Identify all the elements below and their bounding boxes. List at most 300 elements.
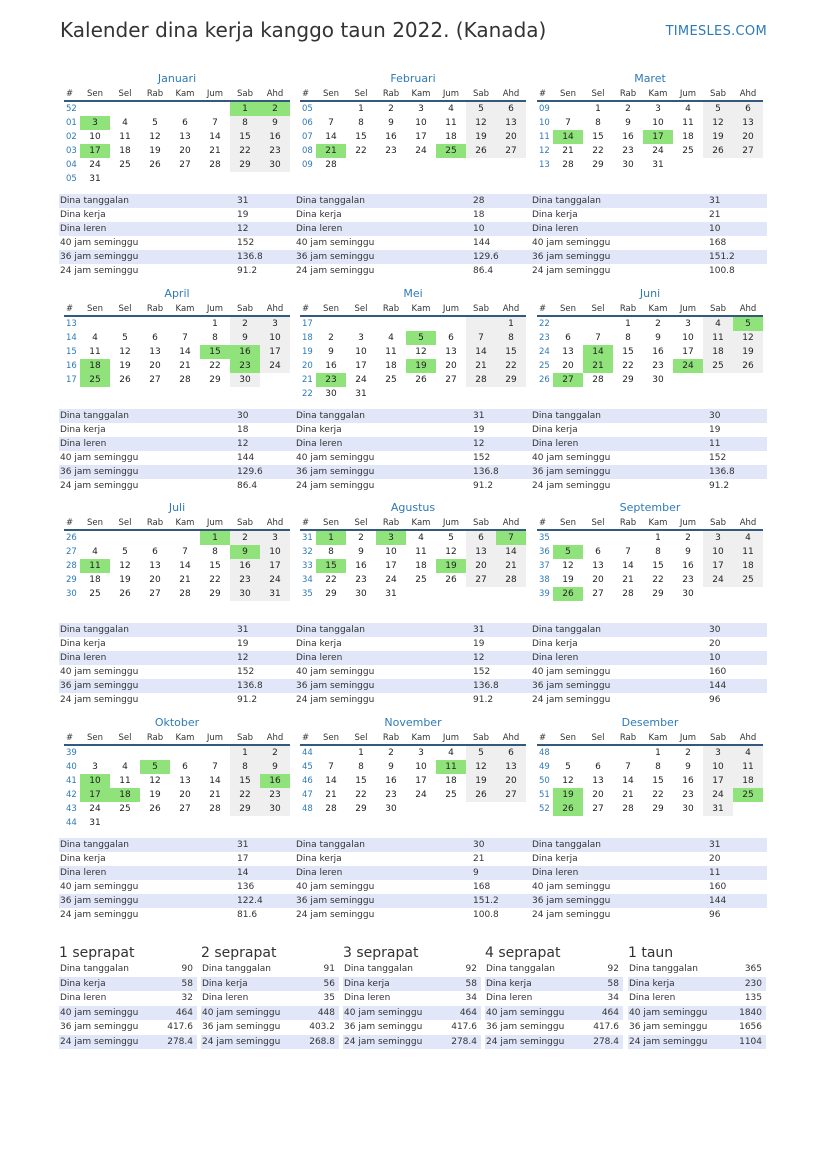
day-cell[interactable]: 27 [592, 589, 604, 599]
day-cell[interactable]: 24 [355, 375, 367, 385]
day-cell[interactable]: 14 [325, 132, 337, 142]
day-cell[interactable]: 17 [643, 130, 673, 144]
day-cell[interactable]: 12 [703, 116, 733, 130]
day-cell[interactable]: 24 [89, 160, 101, 170]
day-cell[interactable]: 29 [209, 375, 221, 385]
day-cell[interactable]: 1 [655, 748, 661, 758]
day-cell[interactable]: 7 [212, 762, 218, 772]
day-cell[interactable]: 17 [385, 561, 397, 571]
day-cell[interactable]: 21 [209, 790, 221, 800]
day-cell[interactable]: 29 [592, 160, 604, 170]
day-cell[interactable]: 18 [682, 132, 694, 142]
day-cell[interactable]: 17 [80, 144, 110, 158]
day-cell[interactable]: 18 [445, 776, 457, 786]
day-cell[interactable]: 4 [733, 531, 763, 545]
day-cell[interactable]: 2 [655, 319, 661, 329]
day-cell[interactable]: 1 [358, 104, 364, 114]
day-cell[interactable]: 13 [496, 116, 526, 130]
day-cell[interactable]: 22 [230, 788, 260, 802]
day-cell[interactable]: 5 [733, 317, 763, 331]
day-cell[interactable]: 8 [212, 333, 218, 343]
day-cell[interactable]: 11 [682, 118, 694, 128]
day-cell[interactable]: 3 [358, 333, 364, 343]
day-cell[interactable]: 26 [703, 144, 733, 158]
day-cell[interactable]: 26 [466, 144, 496, 158]
day-cell[interactable]: 27 [149, 375, 161, 385]
day-cell[interactable]: 23 [682, 790, 694, 800]
day-cell[interactable]: 13 [179, 132, 191, 142]
day-cell[interactable]: 1 [316, 531, 346, 545]
day-cell[interactable]: 23 [682, 575, 694, 585]
day-cell[interactable]: 9 [388, 118, 394, 128]
day-cell[interactable]: 28 [562, 160, 574, 170]
day-cell[interactable]: 14 [553, 130, 583, 144]
day-cell[interactable]: 19 [149, 790, 161, 800]
day-cell[interactable]: 25 [703, 359, 733, 373]
day-cell[interactable]: 16 [230, 559, 260, 573]
day-cell[interactable]: 21 [562, 146, 574, 156]
day-cell[interactable]: 10 [80, 774, 110, 788]
day-cell[interactable]: 7 [565, 118, 571, 128]
day-cell[interactable]: 6 [565, 333, 571, 343]
day-cell[interactable]: 8 [595, 118, 601, 128]
day-cell[interactable]: 3 [703, 746, 733, 760]
day-cell[interactable]: 27 [179, 804, 191, 814]
day-cell[interactable]: 30 [622, 160, 634, 170]
day-cell[interactable]: 11 [119, 132, 131, 142]
day-cell[interactable]: 13 [733, 116, 763, 130]
day-cell[interactable]: 17 [703, 774, 733, 788]
day-cell[interactable]: 31 [89, 174, 101, 184]
day-cell[interactable]: 10 [703, 760, 733, 774]
day-cell[interactable]: 28 [209, 160, 221, 170]
day-cell[interactable]: 17 [80, 788, 110, 802]
day-cell[interactable]: 24 [385, 575, 397, 585]
day-cell[interactable]: 9 [655, 333, 661, 343]
day-cell[interactable]: 27 [445, 375, 457, 385]
day-cell[interactable]: 4 [388, 333, 394, 343]
day-cell[interactable]: 13 [179, 776, 191, 786]
day-cell[interactable]: 3 [703, 531, 733, 545]
day-cell[interactable]: 23 [652, 361, 664, 371]
day-cell[interactable]: 1 [230, 102, 260, 116]
day-cell[interactable]: 18 [703, 345, 733, 359]
day-cell[interactable]: 30 [260, 158, 290, 172]
day-cell[interactable]: 14 [583, 345, 613, 359]
day-cell[interactable]: 11 [445, 118, 457, 128]
day-cell[interactable]: 21 [325, 790, 337, 800]
day-cell[interactable]: 21 [179, 575, 191, 585]
day-cell[interactable]: 4 [448, 104, 454, 114]
day-cell[interactable]: 15 [209, 561, 221, 571]
day-cell[interactable]: 5 [448, 533, 454, 543]
day-cell[interactable]: 19 [466, 774, 496, 788]
day-cell[interactable]: 22 [355, 790, 367, 800]
day-cell[interactable]: 20 [445, 361, 457, 371]
day-cell[interactable]: 4 [92, 547, 98, 557]
day-cell[interactable]: 20 [496, 774, 526, 788]
day-cell[interactable]: 9 [625, 118, 631, 128]
day-cell[interactable]: 29 [496, 373, 526, 387]
day-cell[interactable]: 6 [496, 102, 526, 116]
day-cell[interactable]: 17 [355, 361, 367, 371]
day-cell[interactable]: 15 [230, 130, 260, 144]
day-cell[interactable]: 26 [119, 589, 131, 599]
day-cell[interactable]: 25 [436, 144, 466, 158]
day-cell[interactable]: 22 [325, 575, 337, 585]
day-cell[interactable]: 12 [733, 331, 763, 345]
day-cell[interactable]: 27 [466, 573, 496, 587]
day-cell[interactable]: 31 [703, 802, 733, 816]
day-cell[interactable]: 2 [388, 104, 394, 114]
day-cell[interactable]: 24 [652, 146, 664, 156]
day-cell[interactable]: 15 [652, 776, 664, 786]
day-cell[interactable]: 14 [622, 561, 634, 571]
day-cell[interactable]: 27 [179, 160, 191, 170]
day-cell[interactable]: 10 [355, 347, 367, 357]
day-cell[interactable]: 29 [652, 804, 664, 814]
day-cell[interactable]: 30 [230, 587, 260, 601]
day-cell[interactable]: 24 [703, 788, 733, 802]
day-cell[interactable]: 25 [385, 375, 397, 385]
day-cell[interactable]: 7 [595, 333, 601, 343]
day-cell[interactable]: 13 [466, 545, 496, 559]
day-cell[interactable]: 16 [622, 132, 634, 142]
day-cell[interactable]: 17 [682, 347, 694, 357]
day-cell[interactable]: 28 [592, 375, 604, 385]
day-cell[interactable]: 31 [89, 818, 101, 828]
day-cell[interactable]: 19 [466, 130, 496, 144]
day-cell[interactable]: 29 [325, 589, 337, 599]
day-cell[interactable]: 21 [209, 146, 221, 156]
day-cell[interactable]: 20 [466, 559, 496, 573]
day-cell[interactable]: 3 [80, 116, 110, 130]
day-cell[interactable]: 9 [230, 331, 260, 345]
day-cell[interactable]: 12 [149, 776, 161, 786]
day-cell[interactable]: 10 [385, 547, 397, 557]
day-cell[interactable]: 26 [149, 804, 161, 814]
day-cell[interactable]: 22 [230, 144, 260, 158]
day-cell[interactable]: 30 [325, 389, 337, 399]
day-cell[interactable]: 25 [733, 788, 763, 802]
day-cell[interactable]: 11 [415, 547, 427, 557]
day-cell[interactable]: 15 [592, 132, 604, 142]
day-cell[interactable]: 2 [388, 748, 394, 758]
day-cell[interactable]: 15 [200, 345, 230, 359]
day-cell[interactable]: 4 [703, 317, 733, 331]
day-cell[interactable]: 25 [733, 573, 763, 587]
day-cell[interactable]: 23 [230, 359, 260, 373]
day-cell[interactable]: 7 [625, 762, 631, 772]
day-cell[interactable]: 28 [496, 573, 526, 587]
day-cell[interactable]: 25 [682, 146, 694, 156]
day-cell[interactable]: 12 [149, 132, 161, 142]
day-cell[interactable]: 28 [179, 375, 191, 385]
day-cell[interactable]: 31 [260, 587, 290, 601]
day-cell[interactable]: 23 [260, 144, 290, 158]
day-cell[interactable]: 21 [179, 361, 191, 371]
day-cell[interactable]: 11 [119, 776, 131, 786]
day-cell[interactable]: 30 [682, 804, 694, 814]
day-cell[interactable]: 18 [415, 561, 427, 571]
day-cell[interactable]: 15 [355, 776, 367, 786]
day-cell[interactable]: 6 [152, 547, 158, 557]
day-cell[interactable]: 20 [562, 361, 574, 371]
day-cell[interactable]: 4 [448, 748, 454, 758]
day-cell[interactable]: 14 [622, 776, 634, 786]
day-cell[interactable]: 7 [466, 331, 496, 345]
day-cell[interactable]: 9 [230, 545, 260, 559]
day-cell[interactable]: 1 [200, 531, 230, 545]
day-cell[interactable]: 2 [685, 748, 691, 758]
day-cell[interactable]: 31 [355, 389, 367, 399]
day-cell[interactable]: 3 [418, 748, 424, 758]
day-cell[interactable]: 10 [89, 132, 101, 142]
day-cell[interactable]: 1 [212, 319, 218, 329]
day-cell[interactable]: 28 [325, 160, 337, 170]
day-cell[interactable]: 8 [625, 333, 631, 343]
day-cell[interactable]: 12 [562, 561, 574, 571]
day-cell[interactable]: 21 [622, 790, 634, 800]
day-cell[interactable]: 2 [685, 533, 691, 543]
day-cell[interactable]: 18 [89, 575, 101, 585]
day-cell[interactable]: 9 [388, 762, 394, 772]
day-cell[interactable]: 8 [212, 547, 218, 557]
day-cell[interactable]: 22 [592, 146, 604, 156]
day-cell[interactable]: 13 [149, 561, 161, 571]
day-cell[interactable]: 26 [553, 802, 583, 816]
day-cell[interactable]: 11 [89, 347, 101, 357]
day-cell[interactable]: 2 [260, 746, 290, 760]
day-cell[interactable]: 25 [119, 804, 131, 814]
day-cell[interactable]: 5 [553, 545, 583, 559]
day-cell[interactable]: 17 [260, 559, 290, 573]
day-cell[interactable]: 26 [733, 359, 763, 373]
day-cell[interactable]: 12 [415, 347, 427, 357]
day-cell[interactable]: 9 [260, 116, 290, 130]
day-cell[interactable]: 29 [209, 589, 221, 599]
day-cell[interactable]: 2 [358, 533, 364, 543]
day-cell[interactable]: 31 [652, 160, 664, 170]
day-cell[interactable]: 7 [182, 333, 188, 343]
day-cell[interactable]: 8 [230, 116, 260, 130]
day-cell[interactable]: 8 [655, 762, 661, 772]
day-cell[interactable]: 6 [182, 762, 188, 772]
day-cell[interactable]: 20 [592, 575, 604, 585]
day-cell[interactable]: 23 [260, 788, 290, 802]
day-cell[interactable]: 17 [703, 559, 733, 573]
day-cell[interactable]: 25 [445, 790, 457, 800]
day-cell[interactable]: 13 [592, 776, 604, 786]
day-cell[interactable]: 25 [415, 575, 427, 585]
day-cell[interactable]: 9 [685, 762, 691, 772]
day-cell[interactable]: 26 [119, 375, 131, 385]
day-cell[interactable]: 10 [415, 118, 427, 128]
day-cell[interactable]: 9 [685, 547, 691, 557]
day-cell[interactable]: 15 [622, 347, 634, 357]
day-cell[interactable]: 10 [260, 545, 290, 559]
day-cell[interactable]: 14 [325, 776, 337, 786]
day-cell[interactable]: 4 [92, 333, 98, 343]
day-cell[interactable]: 11 [80, 559, 110, 573]
day-cell[interactable]: 15 [355, 132, 367, 142]
day-cell[interactable]: 26 [415, 375, 427, 385]
day-cell[interactable]: 19 [149, 146, 161, 156]
day-cell[interactable]: 3 [92, 762, 98, 772]
day-cell[interactable]: 19 [119, 361, 131, 371]
day-cell[interactable]: 9 [358, 547, 364, 557]
day-cell[interactable]: 10 [652, 118, 664, 128]
day-cell[interactable]: 19 [119, 575, 131, 585]
day-cell[interactable]: 6 [152, 333, 158, 343]
day-cell[interactable]: 12 [119, 347, 131, 357]
day-cell[interactable]: 2 [230, 531, 260, 545]
day-cell[interactable]: 16 [385, 776, 397, 786]
day-cell[interactable]: 15 [230, 774, 260, 788]
day-cell[interactable]: 5 [140, 760, 170, 774]
day-cell[interactable]: 20 [496, 130, 526, 144]
site-link[interactable]: TIMESLES.COM [665, 24, 767, 39]
day-cell[interactable]: 1 [358, 748, 364, 758]
day-cell[interactable]: 7 [212, 118, 218, 128]
day-cell[interactable]: 23 [385, 790, 397, 800]
day-cell[interactable]: 16 [230, 345, 260, 359]
day-cell[interactable]: 20 [149, 361, 161, 371]
day-cell[interactable]: 3 [376, 531, 406, 545]
day-cell[interactable]: 22 [652, 790, 664, 800]
day-cell[interactable]: 19 [553, 788, 583, 802]
day-cell[interactable]: 28 [179, 589, 191, 599]
day-cell[interactable]: 19 [436, 559, 466, 573]
day-cell[interactable]: 10 [415, 762, 427, 772]
day-cell[interactable]: 11 [733, 545, 763, 559]
day-cell[interactable]: 22 [652, 575, 664, 585]
day-cell[interactable]: 3 [685, 319, 691, 329]
day-cell[interactable]: 27 [553, 373, 583, 387]
day-cell[interactable]: 6 [595, 762, 601, 772]
day-cell[interactable]: 16 [652, 347, 664, 357]
day-cell[interactable]: 20 [149, 575, 161, 585]
day-cell[interactable]: 17 [415, 132, 427, 142]
day-cell[interactable]: 14 [496, 545, 526, 559]
day-cell[interactable]: 15 [496, 345, 526, 359]
day-cell[interactable]: 24 [260, 573, 290, 587]
day-cell[interactable]: 11 [703, 331, 733, 345]
day-cell[interactable]: 13 [149, 347, 161, 357]
day-cell[interactable]: 31 [385, 589, 397, 599]
day-cell[interactable]: 18 [385, 361, 397, 371]
day-cell[interactable]: 4 [122, 118, 128, 128]
day-cell[interactable]: 8 [358, 118, 364, 128]
day-cell[interactable]: 26 [553, 587, 583, 601]
day-cell[interactable]: 14 [179, 347, 191, 357]
day-cell[interactable]: 29 [230, 158, 260, 172]
day-cell[interactable]: 6 [733, 102, 763, 116]
day-cell[interactable]: 24 [260, 359, 290, 373]
day-cell[interactable]: 10 [703, 545, 733, 559]
day-cell[interactable]: 23 [385, 146, 397, 156]
day-cell[interactable]: 12 [445, 547, 457, 557]
day-cell[interactable]: 8 [230, 760, 260, 774]
day-cell[interactable]: 5 [406, 331, 436, 345]
day-cell[interactable]: 16 [325, 361, 337, 371]
day-cell[interactable]: 13 [592, 561, 604, 571]
day-cell[interactable]: 11 [436, 760, 466, 774]
day-cell[interactable]: 21 [466, 359, 496, 373]
day-cell[interactable]: 23 [622, 146, 634, 156]
day-cell[interactable]: 21 [583, 359, 613, 373]
day-cell[interactable]: 2 [260, 102, 290, 116]
day-cell[interactable]: 2 [328, 333, 334, 343]
day-cell[interactable]: 7 [625, 547, 631, 557]
day-cell[interactable]: 24 [673, 359, 703, 373]
day-cell[interactable]: 22 [355, 146, 367, 156]
day-cell[interactable]: 8 [655, 547, 661, 557]
day-cell[interactable]: 7 [328, 762, 334, 772]
day-cell[interactable]: 20 [179, 146, 191, 156]
day-cell[interactable]: 24 [89, 804, 101, 814]
day-cell[interactable]: 28 [622, 589, 634, 599]
day-cell[interactable]: 6 [466, 531, 496, 545]
day-cell[interactable]: 14 [466, 345, 496, 359]
day-cell[interactable]: 9 [328, 347, 334, 357]
day-cell[interactable]: 6 [448, 333, 454, 343]
day-cell[interactable]: 17 [260, 345, 290, 359]
day-cell[interactable]: 3 [418, 104, 424, 114]
day-cell[interactable]: 5 [122, 333, 128, 343]
day-cell[interactable]: 12 [119, 561, 131, 571]
day-cell[interactable]: 28 [622, 804, 634, 814]
day-cell[interactable]: 1 [496, 317, 526, 331]
day-cell[interactable]: 24 [703, 573, 733, 587]
day-cell[interactable]: 3 [655, 104, 661, 114]
day-cell[interactable]: 21 [496, 559, 526, 573]
day-cell[interactable]: 29 [355, 804, 367, 814]
day-cell[interactable]: 16 [260, 130, 290, 144]
day-cell[interactable]: 8 [358, 762, 364, 772]
day-cell[interactable]: 7 [496, 531, 526, 545]
day-cell[interactable]: 22 [209, 575, 221, 585]
day-cell[interactable]: 29 [230, 802, 260, 816]
day-cell[interactable]: 18 [119, 146, 131, 156]
day-cell[interactable]: 17 [415, 776, 427, 786]
day-cell[interactable]: 1 [625, 319, 631, 329]
day-cell[interactable]: 16 [355, 561, 367, 571]
day-cell[interactable]: 6 [595, 547, 601, 557]
day-cell[interactable]: 25 [119, 160, 131, 170]
day-cell[interactable]: 1 [595, 104, 601, 114]
day-cell[interactable]: 18 [733, 774, 763, 788]
day-cell[interactable]: 16 [682, 561, 694, 571]
day-cell[interactable]: 29 [622, 375, 634, 385]
day-cell[interactable]: 8 [496, 331, 526, 345]
day-cell[interactable]: 11 [733, 760, 763, 774]
day-cell[interactable]: 19 [703, 130, 733, 144]
day-cell[interactable]: 4 [733, 746, 763, 760]
day-cell[interactable]: 14 [179, 561, 191, 571]
day-cell[interactable]: 18 [110, 788, 140, 802]
day-cell[interactable]: 5 [565, 762, 571, 772]
day-cell[interactable]: 21 [622, 575, 634, 585]
day-cell[interactable]: 16 [682, 776, 694, 786]
day-cell[interactable]: 6 [496, 746, 526, 760]
day-cell[interactable]: 30 [260, 802, 290, 816]
day-cell[interactable]: 11 [385, 347, 397, 357]
day-cell[interactable]: 25 [89, 589, 101, 599]
day-cell[interactable]: 14 [209, 776, 221, 786]
day-cell[interactable]: 18 [80, 359, 110, 373]
day-cell[interactable]: 20 [592, 790, 604, 800]
